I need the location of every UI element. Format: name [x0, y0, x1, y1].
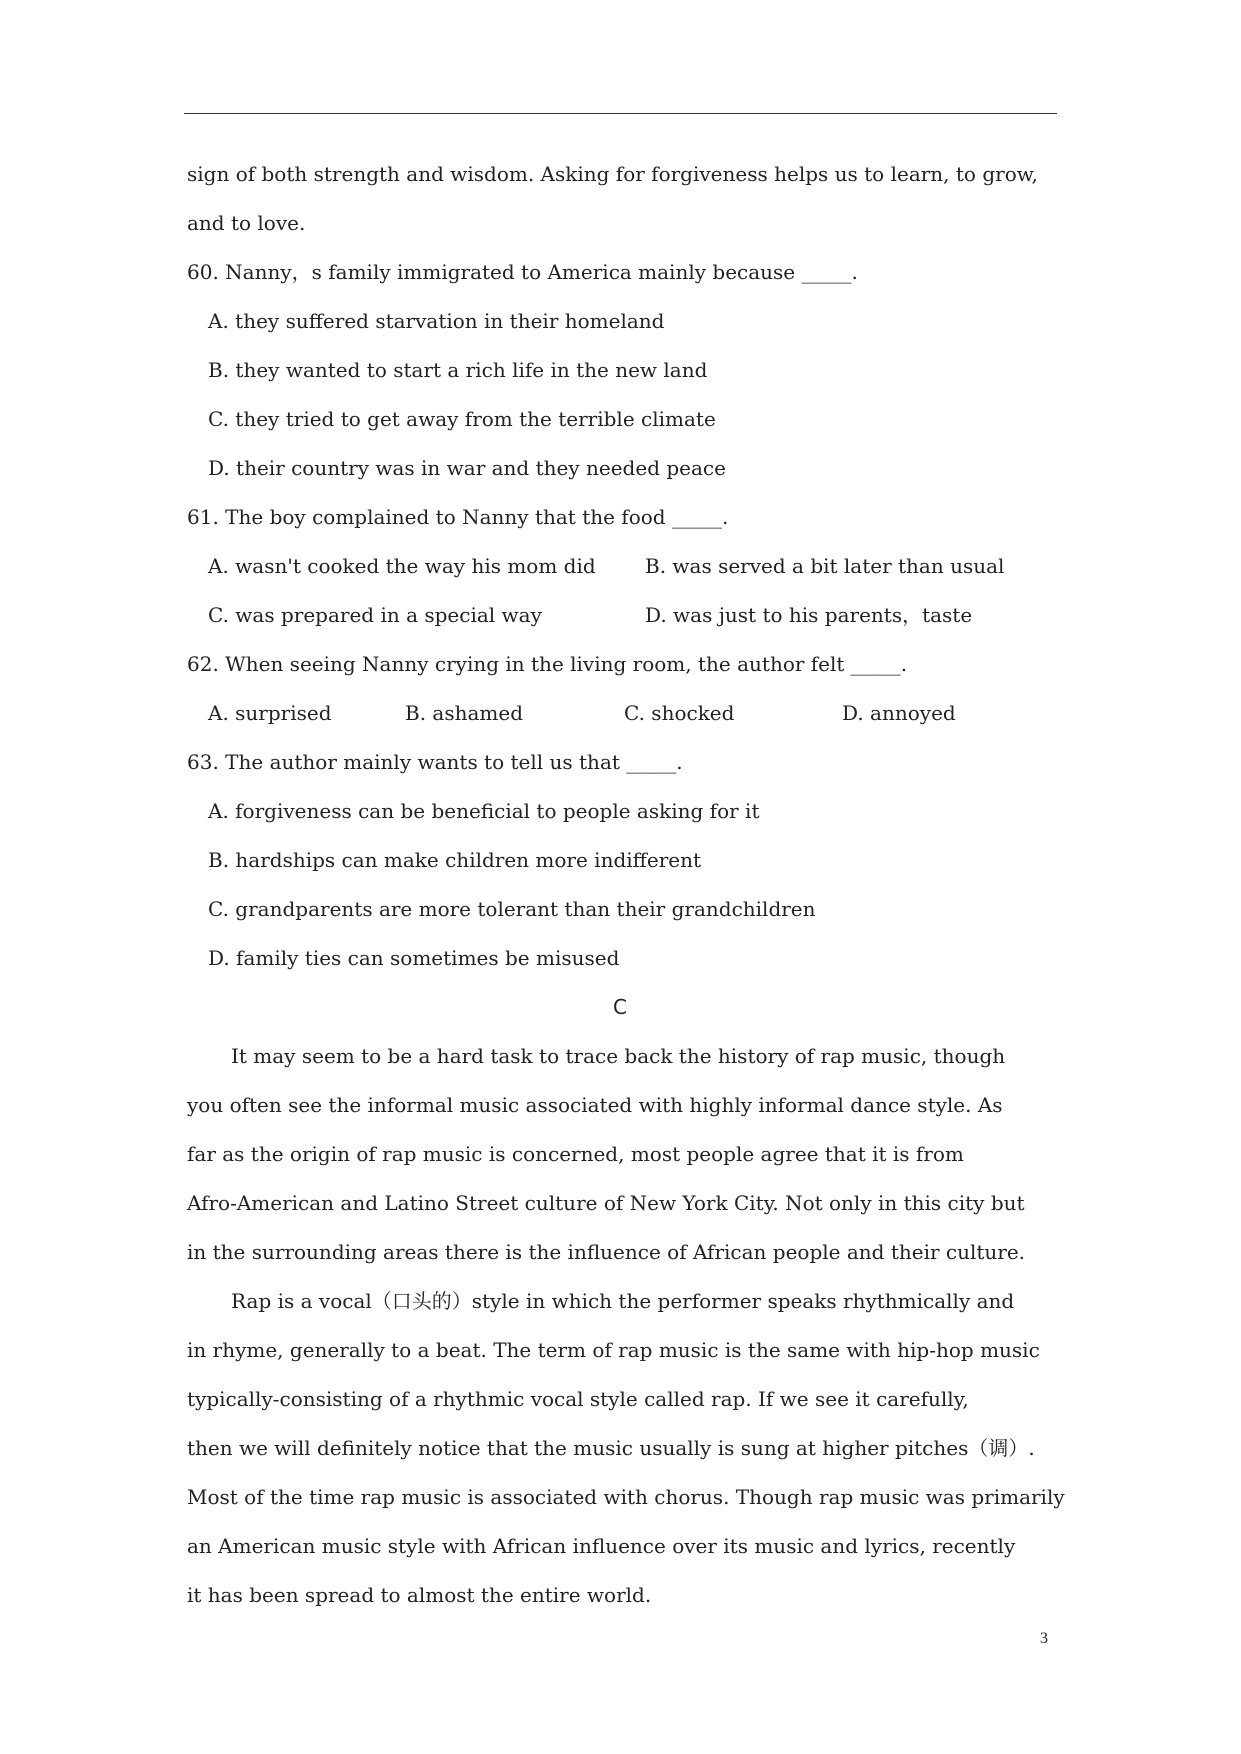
- passage-c-line: you often see the informal music associated with highly informal dance style. As: [187, 1093, 1003, 1117]
- q62-option-c: C. shocked: [624, 701, 735, 725]
- passage-c-line: It may seem to be a hard task to trace back the history of rap music, though: [231, 1044, 1006, 1068]
- q60-option-a: A. they suffered starvation in their homeland: [208, 309, 665, 333]
- q61-options-row-1: [187, 542, 1067, 591]
- q63-option-d: D. family ties can sometimes be misused: [208, 946, 620, 970]
- header-rule: [184, 113, 1057, 114]
- q62-option-a: A. surprised: [208, 701, 332, 725]
- question-61-stem: 61. The boy complained to Nanny that the food _____.: [187, 505, 729, 529]
- passage-c-line: Most of the time rap music is associated with chorus. Though rap music was primarily: [187, 1485, 1065, 1509]
- q61-option-a: A. wasn't cooked the way his mom did: [208, 554, 596, 578]
- q61-option-d: D. was just to his parents，taste: [645, 603, 973, 627]
- passage-c-line: Rap is a vocal（口头的）style in which the performer speaks rhythmically and: [231, 1289, 1015, 1313]
- passage-c-line: it has been spread to almost the entire world.: [187, 1583, 652, 1607]
- section-heading: C: [613, 995, 627, 1019]
- passage-c-line: in rhyme, generally to a beat. The term of rap music is the same with hip-hop music: [187, 1338, 1040, 1362]
- question-60-stem: 60. Nanny，s family immigrated to America mainly because _____.: [187, 260, 858, 284]
- q62-option-b: B. ashamed: [405, 701, 524, 725]
- q63-option-a: A. forgiveness can be beneficial to people asking for it: [208, 799, 760, 823]
- passage-c-line: far as the origin of rap music is concerned, most people agree that it is from: [187, 1142, 964, 1166]
- q61-option-c: C. was prepared in a special way: [208, 603, 542, 627]
- passage-c-line: typically-consisting of a rhythmic vocal style called rap. If we see it carefully,: [187, 1387, 969, 1411]
- q60-option-c: C. they tried to get away from the terrible climate: [208, 407, 716, 431]
- passage-c-line: then we will definitely notice that the music usually is sung at higher pitches（调）.: [187, 1436, 1035, 1460]
- q62-options-row: [187, 689, 1067, 738]
- passage-c-line: in the surrounding areas there is the influence of African people and their culture.: [187, 1240, 1026, 1264]
- q60-option-d: D. their country was in war and they needed peace: [208, 456, 726, 480]
- q60-option-b: B. they wanted to start a rich life in the new land: [208, 358, 708, 382]
- intro-line: and to love.: [187, 211, 306, 235]
- q61-options-row-2: [187, 591, 1067, 640]
- page-content: [187, 150, 1067, 1620]
- question-62-stem: 62. When seeing Nanny crying in the living room, the author felt _____.: [187, 652, 908, 676]
- q61-option-b: B. was served a bit later than usual: [645, 554, 1005, 578]
- passage-c-line: Afro-American and Latino Street culture of New York City. Not only in this city but: [187, 1191, 1025, 1215]
- q63-option-c: C. grandparents are more tolerant than their grandchildren: [208, 897, 816, 921]
- q62-option-d: D. annoyed: [842, 701, 956, 725]
- passage-c-line: an American music style with African influence over its music and lyrics, recently: [187, 1534, 1016, 1558]
- intro-line: sign of both strength and wisdom. Asking for forgiveness helps us to learn, to grow,: [187, 162, 1038, 186]
- q63-option-b: B. hardships can make children more indifferent: [208, 848, 702, 872]
- question-63-stem: 63. The author mainly wants to tell us that _____.: [187, 750, 683, 774]
- page-number: 3: [1040, 1630, 1048, 1647]
